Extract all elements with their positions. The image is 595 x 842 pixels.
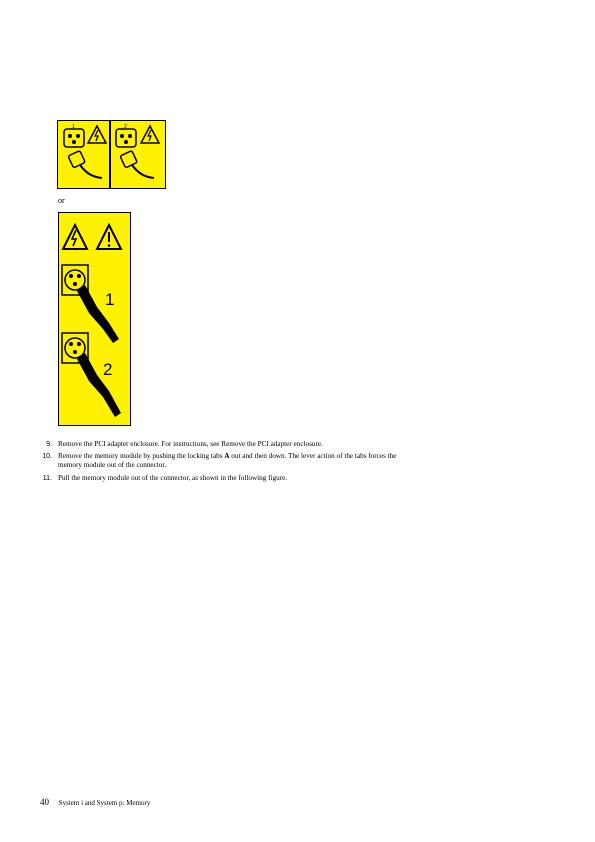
warning-triangle-icon — [97, 225, 121, 249]
panel-2-number: 2 — [124, 124, 127, 130]
step-text-before: Remove the memory module by pushing the locking tabs — [58, 452, 225, 461]
power-plug-icon — [68, 151, 102, 178]
warning-triangle-icon — [141, 126, 159, 143]
power-cord-warning-illustration — [59, 213, 129, 424]
step-item — [37, 474, 397, 483]
step-item — [37, 452, 397, 470]
document-title: System i and System p: Memory — [58, 799, 151, 807]
step-text: Remove the PCI adapter enclosure. For instructions, see Remove the PCI adapter enclosure. — [58, 440, 323, 448]
step-text-after: out and then down. The lever action of the tabs forces the memory module out of the connector. — [58, 452, 397, 470]
step-callout-letter: A — [224, 452, 230, 461]
power-socket-icon — [116, 129, 136, 147]
panel-divider — [109, 121, 111, 188]
page-number: 40 — [40, 797, 49, 807]
power-socket-icon — [64, 129, 84, 147]
or-separator: or — [58, 196, 65, 205]
step-item — [37, 440, 397, 449]
procedure-steps — [37, 440, 397, 486]
power-cord-warning-illustration — [58, 121, 164, 187]
power-plug-icon — [77, 353, 121, 417]
power-cord-warning-label-two-panel — [57, 120, 166, 189]
warning-triangle-icon — [88, 126, 106, 143]
power-plug-icon — [120, 151, 154, 178]
step-number: 11. — [42, 474, 52, 482]
cord-number-1: 1 — [105, 290, 115, 309]
panel-1-number: 1 — [72, 124, 75, 130]
page-footer — [40, 797, 150, 807]
step-number: 10. — [42, 453, 52, 461]
cord-number-2: 2 — [103, 360, 113, 379]
step-text: Pull the memory module out of the connector, as shown in the following figure. — [58, 473, 288, 482]
step-number: 9. — [46, 441, 52, 448]
power-cord-warning-label-vertical — [58, 212, 131, 426]
electrical-hazard-triangle-icon — [63, 225, 87, 249]
